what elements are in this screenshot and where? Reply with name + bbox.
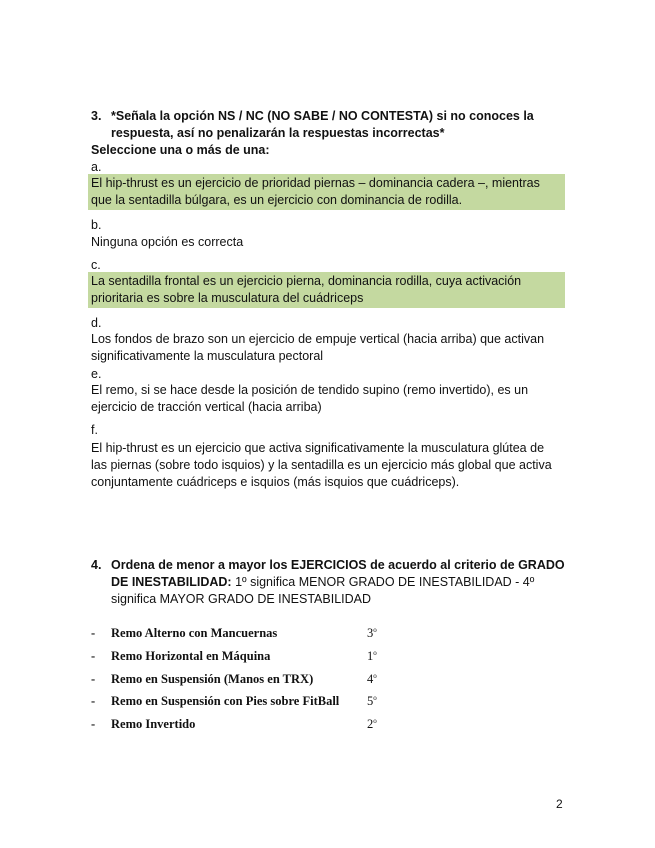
item-dash: - [91, 694, 96, 708]
question-3-prompt-line-1: *Señala la opción NS / NC (NO SABE / NO CONTESTA) si no conoces la [111, 109, 534, 123]
question-4-prompt [111, 557, 581, 608]
item-rank-suffix: o [373, 717, 377, 725]
item-rank-suffix: o [373, 649, 377, 657]
question-3-number: 3. [91, 109, 102, 123]
question-4-prompt-line-2 [111, 574, 581, 591]
question-3-instruction: Seleccione una o más de una: [91, 143, 270, 157]
option-c-letter: c. [91, 258, 101, 272]
list-item [91, 672, 391, 694]
option-f-line-3: conjuntamente cuádriceps e isquios (más isquios que cuádriceps). [91, 475, 460, 489]
question-4-prompt-line-2-rest: 1º significa MENOR GRADO DE INESTABILIDAD - 4º [231, 575, 535, 589]
item-dash: - [91, 626, 96, 640]
item-label: Remo Horizontal en Máquina [111, 649, 271, 663]
item-rank-suffix: o [373, 626, 377, 634]
item-rank[interactable] [367, 626, 377, 641]
item-label: Remo en Suspensión (Manos en TRX) [111, 672, 314, 686]
option-f-line-2: las piernas (sobre todo isquios) y la sentadilla es un ejercicio más global que activa [91, 458, 552, 472]
item-rank-value: 3 [367, 626, 374, 641]
option-e-text[interactable] [91, 382, 571, 416]
item-label: Remo en Suspensión con Pies sobre FitBall [111, 694, 340, 708]
item-dash: - [91, 717, 96, 731]
option-d-line-2: significativamente la musculatura pectoral [91, 349, 324, 363]
item-rank-suffix: o [373, 694, 377, 702]
option-c-line-1: La sentadilla frontal es un ejercicio pierna, dominancia rodilla, cuya activación [91, 274, 522, 288]
item-rank-suffix: o [373, 672, 377, 680]
item-label: Remo Alterno con Mancuernas [111, 626, 278, 640]
item-label: Remo Invertido [111, 717, 196, 731]
option-a-line-2: que la sentadilla búlgara, es un ejercicio con dominancia de rodilla. [91, 193, 463, 207]
option-a-letter: a. [91, 160, 102, 174]
option-b-text[interactable]: Ninguna opción es correcta [91, 235, 244, 249]
question-4-number: 4. [91, 558, 102, 572]
option-d-letter: d. [91, 316, 102, 330]
option-f-line-1: El hip-thrust es un ejercicio que activa significativamente la musculatura glútea de [91, 441, 545, 455]
question-4-prompt-line-1: Ordena de menor a mayor los EJERCICIOS de acuerdo al criterio de GRADO [111, 558, 565, 572]
page-number: 2 [556, 797, 563, 811]
option-d-text[interactable] [91, 331, 571, 365]
question-3-prompt-line-2: respuesta, así no penalizarán la respuestas incorrectas* [111, 126, 445, 140]
option-e-letter: e. [91, 367, 102, 381]
option-f-text[interactable] [91, 440, 571, 491]
item-rank[interactable] [367, 672, 377, 687]
option-c-line-2: prioritaria es sobre la musculatura del cuádriceps [91, 291, 364, 305]
item-rank-value: 2 [367, 717, 374, 732]
item-rank-value: 4 [367, 672, 374, 687]
question-4-prompt-line-2-bold: DE INESTABILIDAD: [111, 575, 232, 589]
item-rank[interactable] [367, 717, 377, 732]
list-item [91, 626, 391, 648]
option-c-text[interactable] [88, 272, 565, 308]
option-b-letter: b. [91, 218, 102, 232]
option-d-line-1: Los fondos de brazo son un ejercicio de empuje vertical (hacia arriba) que activan [91, 332, 545, 346]
item-rank[interactable] [367, 694, 377, 709]
item-dash: - [91, 672, 96, 686]
option-a-text[interactable] [88, 174, 565, 210]
item-dash: - [91, 649, 96, 663]
option-f-letter: f. [91, 423, 98, 437]
item-rank-value: 1 [367, 649, 374, 664]
question-4-prompt-line-3: significa MAYOR GRADO DE INESTABILIDAD [111, 592, 372, 606]
list-item [91, 717, 391, 739]
option-e-line-1: El remo, si se hace desde la posición de tendido supino (remo invertido), es un [91, 383, 529, 397]
item-rank[interactable] [367, 649, 377, 664]
list-item [91, 694, 391, 716]
option-a-line-1: El hip-thrust es un ejercicio de prioridad piernas – dominancia cadera –, mientras [91, 176, 540, 190]
list-item [91, 649, 391, 671]
option-e-line-2: ejercicio de tracción vertical (hacia arriba) [91, 400, 322, 414]
question-3-prompt [111, 108, 571, 142]
item-rank-value: 5 [367, 694, 374, 709]
